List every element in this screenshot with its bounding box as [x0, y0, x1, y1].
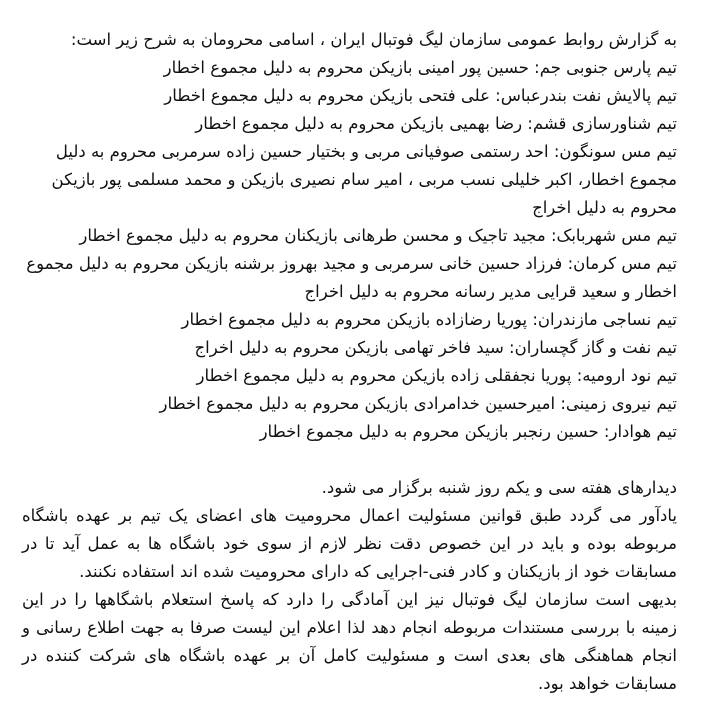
- list-item: تیم مس کرمان: فرزاد حسین خانی سرمربی و مجید بهروز برشنه بازیکن محروم به دلیل مجموع اخطار و سعید قرایی مدیر رسانه محروم به دلیل اخراج: [26, 254, 677, 301]
- list-item: تیم هوادار: حسین رنجبر بازیکن محروم به دلیل مجموع اخطار: [259, 422, 677, 441]
- list-item: تیم نفت و گاز گچساران: سید فاخر تهامی بازیکن محروم به دلیل اخراج: [194, 338, 677, 357]
- list-item: تیم پالایش نفت بندرعباس: علی فتحی بازیکن محروم به دلیل مجموع اخطار: [164, 86, 677, 105]
- list-item: تیم نود ارومیه: پوریا نجفقلی زاده بازیکن محروم به دلیل مجموع اخطار: [196, 366, 677, 385]
- list-item: تیم پارس جنوبی جم: حسین پور امینی بازیکن محروم به دلیل مجموع اخطار: [163, 58, 677, 77]
- schedule-paragraph: دیدارهای هفته سی و یکم روز شنبه برگزار می شود.: [321, 478, 677, 497]
- list-item: تیم شناورسازی قشم: رضا بهمیی بازیکن محروم به دلیل مجموع اخطار: [195, 114, 677, 133]
- closing-paragraph: بدیهی است سازمان لیگ فوتبال نیز این آمادگی را دارد که پاسخ استعلام باشگاهها را در این زمینه با بررسی مستندات مربوطه انجام دهد لذا اعلام این لیست صرفا به جهت اطلاع رسانی و انجام هماهنگی های بعدی است و مسئولیت کامل آن بر عهده باشگاه های شرکت کننده در مسابقات خواهد بود.: [22, 590, 677, 693]
- list-item: تیم نیروی زمینی: امیرحسین خدامرادی بازیکن محروم به دلیل مجموع اخطار: [159, 394, 677, 413]
- intro-paragraph: به گزارش روابط عمومی سازمان لیگ فوتبال ایران ، اسامی محرومان به شرح زیر است:: [70, 30, 677, 49]
- list-item: تیم مس سونگون: احد رستمی صوفیانی مربی و بختیار حسین زاده سرمربی محروم به دلیل مجموع اخطار، اکبر خلیلی نسب مربی ، امیر سام نصیری بازیکن و محمد مسلمی پور بازیکن محروم به دلیل اخراج: [51, 142, 677, 217]
- list-item: تیم مس شهربابک: مجید تاجیک و محسن طرهانی بازیکنان محروم به دلیل مجموع اخطار: [79, 226, 677, 245]
- paragraph-gap: [22, 446, 677, 474]
- reminder-paragraph: یادآور می گردد طبق قوانین مسئولیت اعمال محرومیت های اعضای یک تیم بر عهده باشگاه مربوطه بوده و باید در این خصوص دقت نظر لازم از سوی خود باشگاه ها به عمل آید تا در مسابقات خود از بازیکنان و کادر فنی-اجرایی که دارای محرومیت شده اند استفاده نکنند.: [22, 506, 677, 581]
- list-item: تیم نساجی مازندران: پوریا رضازاده بازیکن محروم به دلیل مجموع اخطار: [181, 310, 677, 329]
- suspension-list: [22, 54, 677, 446]
